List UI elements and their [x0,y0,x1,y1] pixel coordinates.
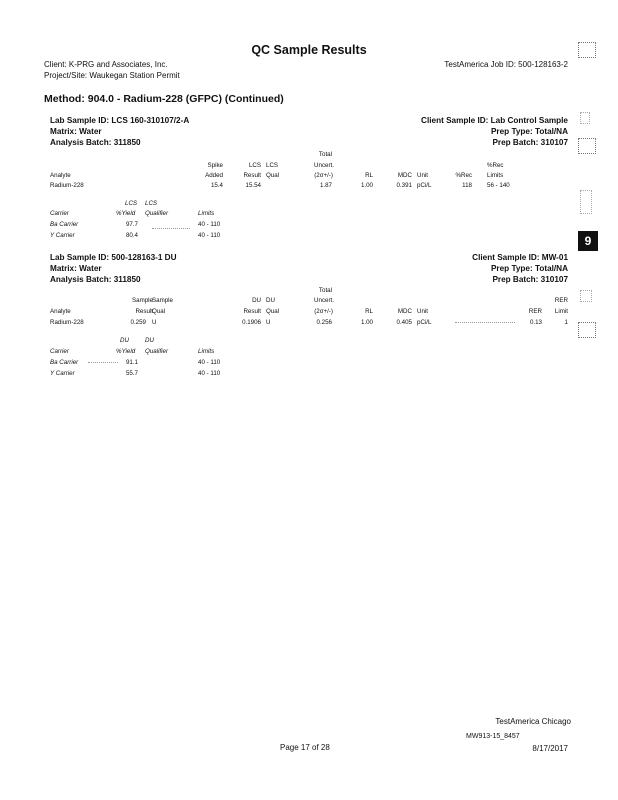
lcs-hdr-spike-1: Spike [207,162,223,169]
lcs-hdr-qual-2: Qual [266,172,280,179]
lcs-carrier-hdr-limits: Limits [198,210,215,217]
du-carrier-hdr-b: DU [145,337,154,344]
method-heading: Method: 904.0 - Radium-228 (GFPC) (Continued) [44,93,284,105]
lcs-row-limits: 56 - 140 [487,182,510,189]
du-hdr-analyte: Analyte [50,308,71,315]
lcs-row-result: 15.54 [245,182,261,189]
du-hdr-rl: RL [365,308,373,315]
side-marker [580,112,590,124]
lcs-hdr-qual-1: LCS [266,162,279,169]
side-marker [580,290,592,302]
footer-page: Page 17 of 28 [280,743,330,752]
du-carrier-hdr-a: DU [120,337,129,344]
lcs-carrier-hdr-yield: %Yield [116,210,136,217]
lcs-carrier-hdr-a: LCS [125,200,138,207]
lcs-hdr-rec: %Rec [455,172,472,179]
du-row-sample-qual: U [152,319,157,326]
du-hdr-du-result-1: DU [252,297,261,304]
du-carrier-hdr-carrier: Carrier [50,348,69,355]
lcs-row-unit: pCi/L [417,182,432,189]
footer-date: 8/17/2017 [532,744,568,753]
lcs-hdr-limits-1: %Rec [487,162,504,169]
lcs-carrier-name: Ba Carrier [50,221,79,228]
lcs-analysis-batch: Analysis Batch: 311850 [50,138,141,147]
lcs-hdr-rl: RL [365,172,373,179]
du-carrier-limits: 40 - 110 [198,370,221,377]
lcs-hdr-result-1: LCS [248,162,261,169]
du-carrier-hdr-limits: Limits [198,348,215,355]
job-id: TestAmerica Job ID: 500-128163-2 [444,60,568,69]
lcs-carrier-name: Y Carrier [50,232,75,239]
du-row-uncert: 0.256 [316,319,332,326]
du-row-du-qual: U [266,319,271,326]
side-marker [578,42,596,58]
scan-noise [455,322,515,323]
lcs-matrix: Matrix: Water [50,127,102,136]
lcs-hdr-analyte: Analyte [50,172,71,179]
du-lab-sample-id: Lab Sample ID: 500-128163-1 DU [50,253,177,262]
du-row-du-result: 0.1906 [242,319,261,326]
lcs-hdr-uncert-1: Total [318,151,332,158]
du-carrier-limits: 40 - 110 [198,359,221,366]
du-carrier-name: Ba Carrier [50,359,79,366]
du-client-sample-id: Client Sample ID: MW-01 [472,253,568,262]
lcs-lab-sample-id: Lab Sample ID: LCS 160-310107/2-A [50,116,190,125]
du-hdr-sample-result-1: Sample [132,297,153,304]
du-carrier-hdr-qualifier: Qualifier [145,348,169,355]
lcs-client-sample-id: Client Sample ID: Lab Control Sample [421,116,568,125]
page-title: QC Sample Results [251,43,367,57]
du-hdr-du-result-2: Result [243,308,261,315]
du-matrix: Matrix: Water [50,264,102,273]
du-row-rer: 0.13 [529,319,542,326]
lcs-hdr-spike-2: Added [205,172,223,179]
du-carrier-name: Y Carrier [50,370,75,377]
du-row-unit: pCi/L [417,319,432,326]
lcs-prep-batch: Prep Batch: 310107 [492,138,568,147]
lcs-carrier-yield: 80.4 [125,232,138,239]
scan-noise [88,362,118,363]
du-carrier-yield: 55.7 [125,370,138,377]
du-hdr-du-qual-1: DU [266,297,275,304]
lcs-carrier-hdr-b: LCS [145,200,158,207]
du-row-sample-result: 0.259 [130,319,146,326]
du-hdr-sample-qual-1: Sample [152,297,173,304]
scan-noise [152,228,190,229]
du-row-limit: 1 [564,319,568,326]
lcs-row-rec: 118 [462,182,472,189]
lcs-row-uncert: 1.87 [319,182,332,189]
du-hdr-sample-qual-2: Qual [152,308,166,315]
lcs-hdr-result-2: Result [243,172,261,179]
du-hdr-uncert-3: (2σ+/-) [314,308,333,315]
du-hdr-sample-result-2: Result [135,308,153,315]
lcs-row-mdc: 0.391 [396,182,412,189]
lcs-prep-type: Prep Type: Total/NA [490,127,568,136]
side-marker [578,138,596,154]
du-hdr-unit: Unit [417,308,429,315]
project-line: Project/Site: Waukegan Station Permit [44,71,180,80]
du-prep-type: Prep Type: Total/NA [490,264,568,273]
du-hdr-limit: Limit [554,308,568,315]
du-row-analyte: Radium-228 [50,319,84,326]
lcs-carrier-limits: 40 - 110 [198,232,221,239]
du-hdr-rer: RER [528,308,542,315]
side-marker [580,190,592,214]
side-marker [578,322,596,338]
du-carrier-yield: 91.1 [125,359,138,366]
lcs-carrier-limits: 40 - 110 [198,221,221,228]
du-hdr-uncert-2: Uncert. [314,297,334,304]
lcs-hdr-limits-2: Limits [487,172,504,179]
lcs-carrier-yield: 97.7 [125,221,138,228]
du-row-rl: 1.00 [360,319,373,326]
du-hdr-du-qual-2: Qual [266,308,280,315]
du-prep-batch: Prep Batch: 310107 [492,275,568,284]
du-analysis-batch: Analysis Batch: 311850 [50,275,141,284]
footer-company: TestAmerica Chicago [495,717,571,726]
lcs-hdr-uncert-2: Uncert. [314,162,334,169]
lcs-hdr-mdc: MDC [397,172,412,179]
du-hdr-uncert-1: Total [318,287,332,294]
client-line: Client: K-PRG and Associates, Inc. [44,60,168,69]
lcs-carrier-hdr-carrier: Carrier [50,210,69,217]
du-hdr-rer-limit-1: RER [554,297,568,304]
du-row-mdc: 0.405 [396,319,412,326]
du-hdr-mdc: MDC [397,308,412,315]
lcs-hdr-uncert-3: (2σ+/-) [314,172,333,179]
section-tab-9: 9 [578,231,598,251]
footer-code: MW913-15_8457 [466,733,520,740]
du-carrier-hdr-yield: %Yield [116,348,136,355]
lcs-row-analyte: Radium-228 [50,182,84,189]
lcs-carrier-hdr-qualifier: Qualifier [145,210,169,217]
lcs-hdr-unit: Unit [417,172,429,179]
lcs-row-spike: 15.4 [210,182,223,189]
lcs-row-rl: 1.00 [360,182,373,189]
